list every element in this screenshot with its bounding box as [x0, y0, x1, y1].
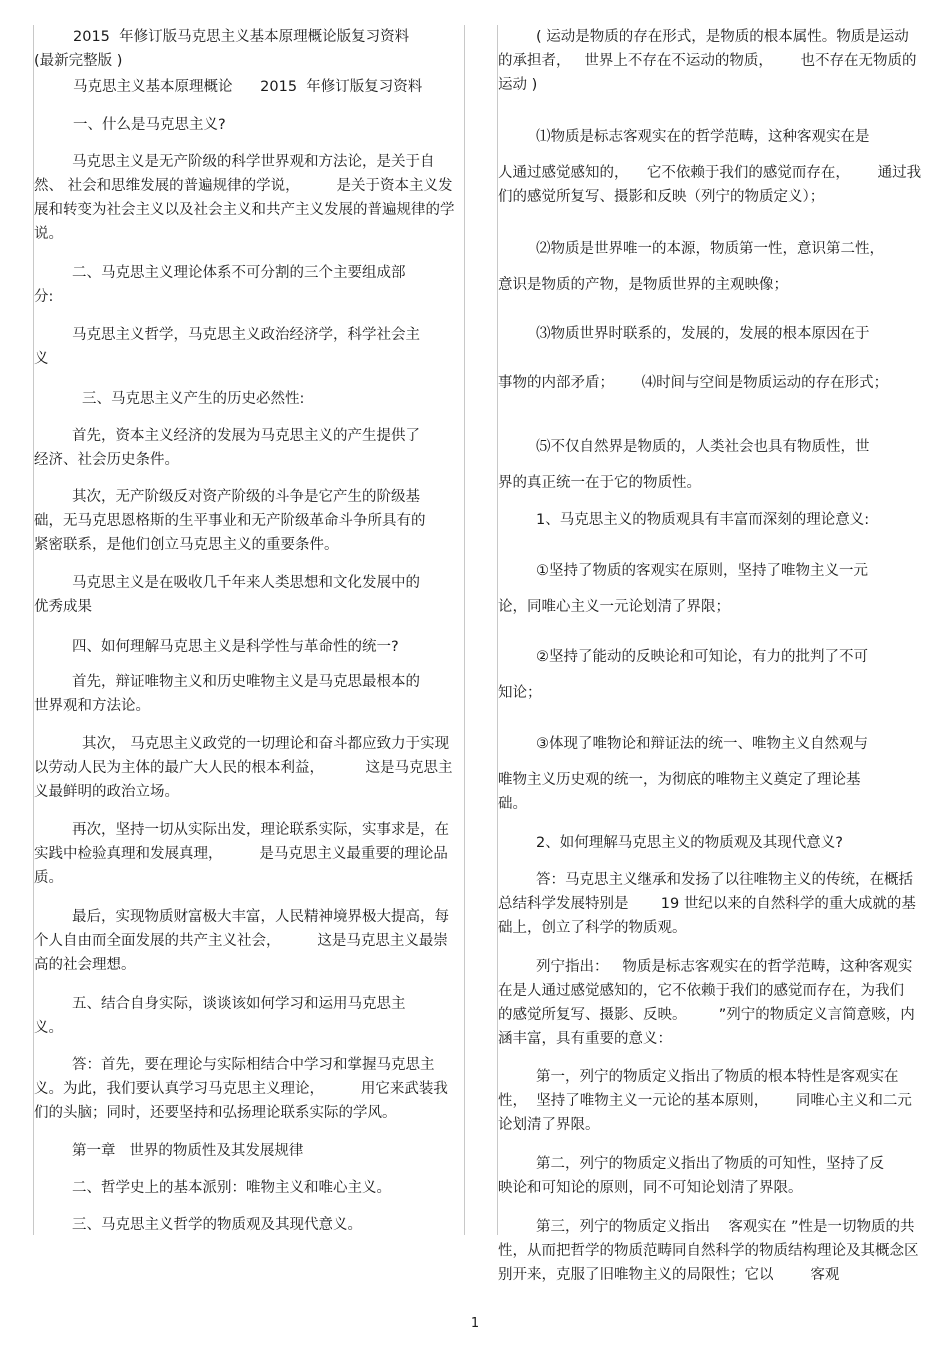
chapter-heading: 第一章 世界的物质性及其发展规律 — [72, 1143, 304, 1159]
paragraph: 第一，列宁的物质定义指出了物质的根本特性是客观实在性， 坚持了唯物主义一元论的基本原则， 同唯心主义和二元论划清了界限。 — [498, 1069, 912, 1133]
right-column — [497, 25, 926, 1283]
list-item-continuation: 界的真正统一在于它的物质性。 — [498, 475, 701, 491]
paragraph: 列宁指出： 物质是标志客观实在的哲学范畴，这种客观实在是人通过感觉感知的，它不依赖于我们的感觉而存在，为我们的感觉所复写、摄影、反映。 ”列宁的物质定义言简意赅，内涵丰富，具有重要的意义： — [498, 959, 915, 1047]
paragraph: 马克思主义是无产阶级的科学世界观和方法论，是关于自然、 社会和思维发展的普遍规律的学说， 是关于资本主义发展和转变为社会主义以及社会主义和共产主义发展的普遍规律的学说。 — [34, 154, 455, 242]
paragraph: 马克思主义哲学，马克思主义政治经济学，科学社会主义 — [34, 327, 420, 367]
list-item-continuation: 事物的内部矛盾； ⑷时间与空间是物质运动的存在形式； — [498, 375, 889, 391]
section-heading: 四、如何理解马克思主义是科学性与革命性的统一? — [72, 639, 399, 655]
paragraph: 答：马克思主义继承和发扬了以往唯物主义的传统，在概括总结科学发展特别是 19 世纪以来的自然科学的重大成就的基础上，创立了科学的物质观。 — [498, 872, 916, 936]
paragraph: 第三，列宁的物质定义指出 客观实在 ”性是一切物质的共性，从而把哲学的物质范畴同自然科学的物质结构理论及其概念区别开来，克服了旧唯物主义的局限性；它以 客观 — [498, 1219, 919, 1283]
paragraph: ( 运动是物质的存在形式，是物质的根本属性。物质是运动的承担者， 世界上不存在不运动的物质， 也不存在无物质的运动 ) — [498, 29, 917, 93]
section-heading: 三、马克思主义产生的历史必然性: — [82, 391, 305, 407]
paragraph: 其次，无产阶级反对资产阶级的斗争是它产生的阶级基础，无马克思恩格斯的生平事业和无产阶级革命斗争所具有的紧密联系，是他们创立马克思主义的重要条件。 — [34, 489, 426, 553]
section-heading: 1、马克思主义的物质观具有丰富而深刻的理论意义: — [536, 512, 870, 528]
section-heading: 一、什么是马克思主义? — [73, 117, 226, 133]
list-item-continuation: 论，同唯心主义一元论划清了界限； — [498, 599, 730, 615]
paragraph: 答：首先，要在理论与实际相结合中学习和掌握马克思主义。为此，我们要认真学习马克思主义理论， 用它来武装我们的头脑；同时，还要坚持和弘扬理论联系实际的学风。 — [34, 1057, 448, 1121]
list-item-continuation: 人通过感觉感知的， 它不依赖于我们的感觉而存在， 通过我们的感觉所复写、摄影和反映（列宁的物质定义）； — [498, 165, 922, 205]
list-item-continuation: 唯物主义历史观的统一，为彻底的唯物主义奠定了理论基础。 — [498, 772, 861, 812]
paragraph: 第二，列宁的物质定义指出了物质的可知性，坚持了反映论和可知论的原则，同不可知论划清了界限。 — [498, 1156, 884, 1196]
paragraph: 再次，坚持一切从实际出发，理论联系实际，实事求是，在实践中检验真理和发展真理， 是马克思主义最重要的理论品质。 — [34, 822, 449, 886]
left-column — [33, 25, 465, 1235]
paragraph: 马克思主义是在吸收几千年来人类思想和文化发展中的优秀成果 — [34, 575, 420, 615]
list-item: ①坚持了物质的客观实在原则，坚持了唯物主义一元 — [536, 563, 868, 579]
list-item-continuation: 知论； — [498, 685, 542, 701]
document-title-suffix: (最新完整版 ) — [34, 53, 123, 69]
document-subtitle: 马克思主义基本原理概论 2015 年修订版复习资料 — [73, 79, 423, 95]
page-number: 1 — [470, 1316, 480, 1331]
list-item: ⑸不仅自然界是物质的，人类社会也具有物质性，世 — [536, 439, 870, 455]
paragraph: 最后，实现物质财富极大丰富，人民精神境界极大提高，每个人自由而全面发展的共产主义社会， 这是马克思主义最崇高的社会理想。 — [34, 909, 449, 973]
paragraph: 首先，辩证唯物主义和历史唯物主义是马克思最根本的世界观和方法论。 — [34, 674, 420, 714]
list-item-continuation: 意识是物质的产物，是物质世界的主观映像； — [498, 277, 788, 293]
section-heading: 二、马克思主义理论体系不可分割的三个主要组成部分: — [34, 265, 406, 305]
section-heading: 2、如何理解马克思主义的物质观及其现代意义? — [536, 835, 843, 851]
section-heading: 五、结合自身实际，谈谈该如何学习和运用马克思主义。 — [34, 996, 406, 1036]
list-item: ⑵物质是世界唯一的本源，物质第一性，意识第二性， — [536, 241, 884, 257]
list-item: ②坚持了能动的反映论和可知论，有力的批判了不可 — [536, 649, 868, 665]
list-item: ⑴物质是标志客观实在的哲学范畴，这种客观实在是 — [536, 129, 870, 145]
paragraph: 首先，资本主义经济的发展为马克思主义的产生提供了经济、社会历史条件。 — [34, 428, 420, 468]
paragraph: 其次， 马克思主义政党的一切理论和奋斗都应致力于实现以劳动人民为主体的最广大人民的根本利益， 这是马克思主义最鲜明的政治立场。 — [34, 736, 453, 800]
list-item: ③体现了唯物论和辩证法的统一、唯物主义自然观与 — [536, 736, 868, 752]
document-title: 2015 年修订版马克思主义基本原理概论版复习资料 — [73, 29, 410, 45]
section-heading: 二、哲学史上的基本派别：唯物主义和唯心主义。 — [72, 1180, 391, 1196]
section-heading: 三、马克思主义哲学的物质观及其现代意义。 — [72, 1217, 362, 1233]
list-item: ⑶物质世界时联系的，发展的，发展的根本原因在于 — [536, 326, 870, 342]
